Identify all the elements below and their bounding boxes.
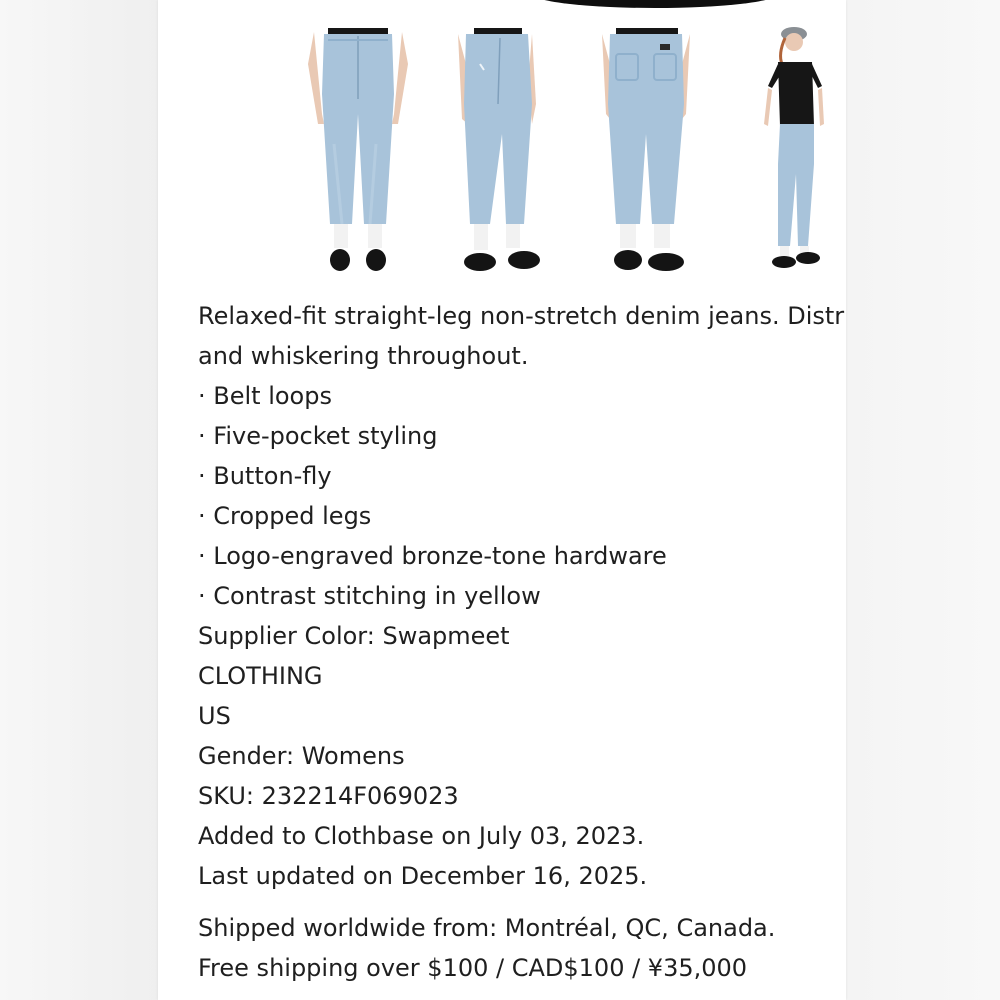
feature-item: · Contrast stitching in yellow	[198, 582, 541, 610]
added-date: Added to Clothbase on July 03, 2023.	[198, 822, 645, 850]
model-full-outfit-image[interactable]	[738, 24, 846, 279]
model-back-jeans-image[interactable]	[586, 24, 706, 279]
free-shipping: Free shipping over $100 / CAD$100 / ¥35,000	[198, 954, 748, 982]
gender: Gender: Womens	[198, 742, 405, 770]
shipping-origin: Shipped worldwide from: Montréal, QC, Canada.	[198, 914, 776, 942]
feature-item: · Button-fly	[198, 462, 332, 490]
left-background	[0, 0, 158, 1000]
updated-date: Last updated on December 16, 2025.	[198, 862, 648, 890]
region: US	[198, 702, 231, 730]
description-line-2: and whiskering throughout.	[198, 342, 529, 370]
product-image-gallery	[158, 0, 846, 290]
category: CLOTHING	[198, 662, 323, 690]
feature-item: · Five-pocket styling	[198, 422, 438, 450]
product-details	[198, 296, 846, 988]
sku: SKU: 232214F069023	[198, 782, 459, 810]
feature-item: · Belt loops	[198, 382, 332, 410]
right-background	[846, 0, 1000, 1000]
product-page	[158, 0, 846, 1000]
description-line-1: Relaxed-fit straight-leg non-stretch denim jeans. Distr	[198, 302, 845, 330]
feature-item: · Logo-engraved bronze-tone hardware	[198, 542, 667, 570]
model-front-jeans-image[interactable]	[298, 24, 418, 279]
feature-item: · Cropped legs	[198, 502, 372, 530]
model-side-jeans-image[interactable]	[440, 24, 560, 279]
supplier-color: Supplier Color: Swapmeet	[198, 622, 510, 650]
